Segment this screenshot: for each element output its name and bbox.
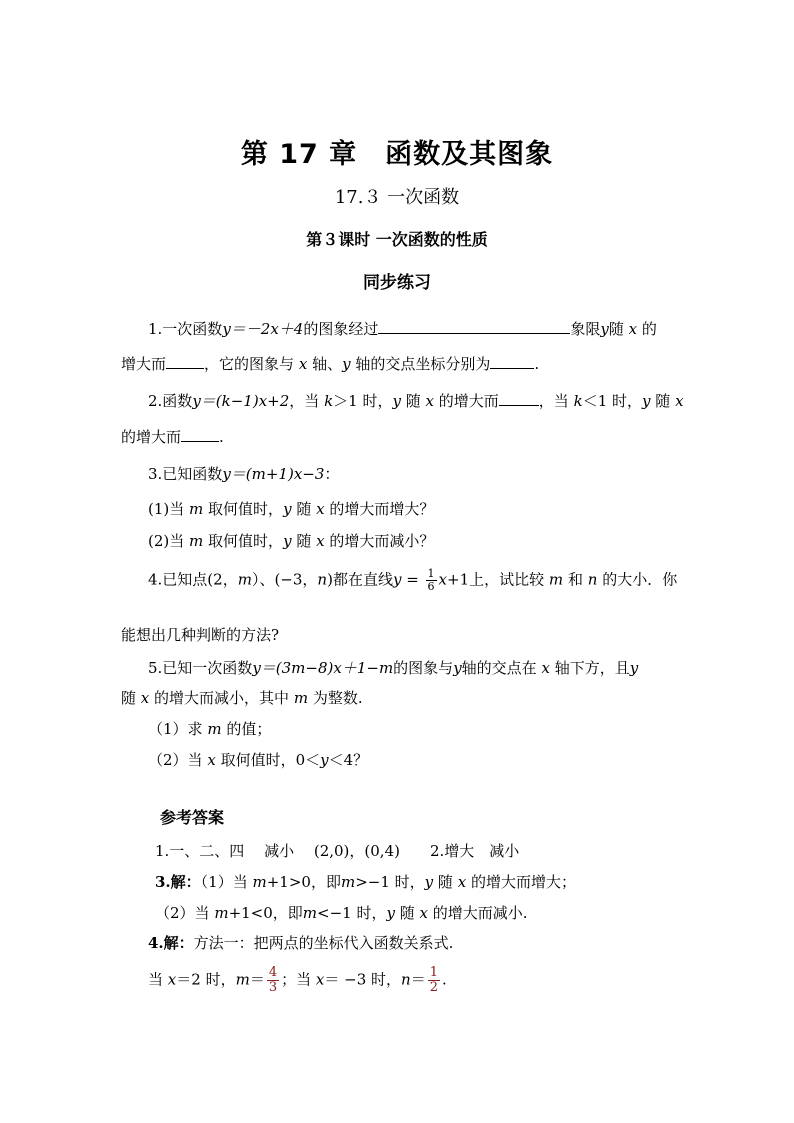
answer-blank [378, 319, 570, 334]
answer-3-part-2: （2）当 m+1<0，即m<−1 时，y 随 x 的增大而减小. [155, 904, 528, 922]
question-3-part-1: (1)当 m 取何值时，y 随 x 的增大而增大？ [148, 500, 435, 518]
question-1-line-2: 增大而 ，它的图象与 x 轴、y 轴的交点坐标分别为 . [121, 355, 540, 373]
answer-3-part-1: 3.解：（1）当 m+1>0，即m>−1 时，y 随 x 的增大而增大； [155, 873, 576, 891]
question-1-line-1: 1.一次函数y＝－2x＋4的图象经过 象限y随 x 的 [148, 320, 657, 338]
question-5-line-1: 5.已知一次函数y＝(3m−8)x＋1−m的图象与y轴的交点在 x 轴下方，且y [148, 659, 639, 677]
question-5-part-1: （1）求 m 的值； [148, 720, 272, 738]
answer-1-2: 1.一、二、四 减小 (2,0)，(0,4) 2.增大 减小 [155, 842, 520, 860]
fraction-one-half: $\frac{1}{2}$ [429, 965, 438, 995]
question-1-equation: y＝－2x＋4 [222, 320, 304, 338]
question-5-equation: y＝(3m−8)x＋1−m [252, 659, 394, 677]
question-2-line-1: 2.函数y＝(k−1)x+2，当 k＞1 时，y 随 x 的增大而 ，当 k＜1 时，y 随 x [148, 392, 684, 410]
question-5-line-2: 随 x 的增大而减小，其中 m 为整数. [121, 689, 363, 707]
question-3-part-2: (2)当 m 取何值时，y 随 x 的增大而减小？ [148, 532, 435, 550]
question-3-equation: y＝(m+1)x−3 [222, 465, 325, 483]
fraction-one-sixth: $\frac{1}{6}$ [427, 567, 435, 593]
lesson-title: 第３课时 一次函数的性质 [306, 230, 488, 249]
question-2-equation: y＝(k−1)x+2 [192, 392, 290, 410]
section-title: 17.３ 一次函数 [334, 187, 460, 208]
question-5-part-2: （2）当 x 取何值时，0＜y＜4？ [148, 751, 369, 769]
answer-blank [499, 391, 539, 406]
fraction-four-thirds: $\frac{4}{3}$ [268, 965, 278, 995]
answer-4-values: 当 x＝2 时，m＝ $\frac{4}{3}$ ；当 x＝ −3 时，n＝ $\frac{1}{2}$ . [148, 965, 447, 995]
exercise-title: 同步练习 [363, 273, 431, 293]
chapter-title: 第 17 章 函数及其图象 [240, 139, 554, 170]
answers-title: 参考答案 [160, 808, 225, 827]
question-4-line-2: 能想出几种判断的方法? [121, 626, 280, 644]
question-4-line-1: 4.已知点(2，m）、(−3，n)都在直线y = $\frac{1}{6}$ x+1上，试比较 m 和 n 的大小．你 [148, 567, 678, 593]
question-3-stem: 3.已知函数y＝(m+1)x−3： [148, 465, 340, 483]
answer-4-method-1: 4.解：方法一：把两点的坐标代入函数关系式. [148, 934, 454, 952]
answer-blank [166, 354, 204, 369]
question-2-line-2: 的增大而 . [121, 428, 224, 446]
answer-blank [181, 427, 219, 442]
answer-blank [490, 354, 534, 369]
